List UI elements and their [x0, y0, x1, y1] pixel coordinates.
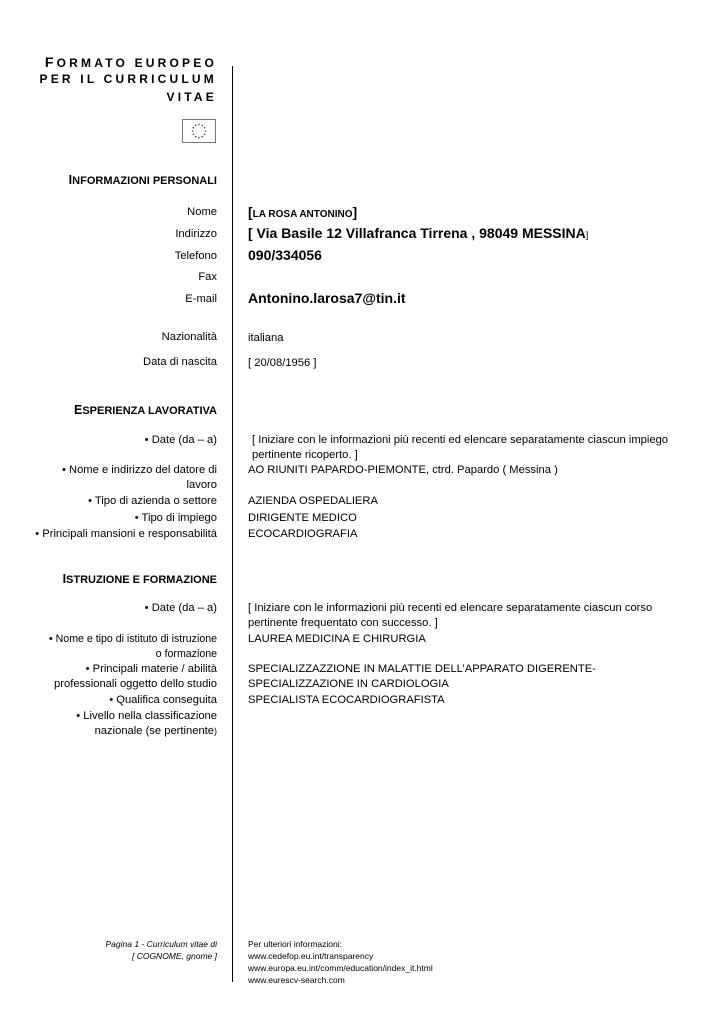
cv-title-line-3: VITAE [166, 90, 217, 104]
column-divider [232, 66, 233, 982]
title-rest: ORMATO EUROPEO [56, 56, 217, 70]
section-personal-info [69, 173, 217, 187]
section-initial: E [74, 403, 83, 417]
label-institute [49, 632, 217, 662]
label-birth: Data di nascita [142, 356, 217, 368]
label-text: nazionale (se pertinente [94, 725, 214, 737]
label-level [76, 709, 217, 739]
value-job-type: DIRIGENTE MEDICO [248, 512, 357, 524]
footer-page-info [106, 938, 218, 962]
label-name: Nome [187, 206, 217, 218]
label-line: • Nome e indirizzo del datore di [61, 464, 217, 476]
eu-flag-icon [182, 119, 216, 143]
label-phone: Telefono [174, 250, 217, 262]
label-qualification: • Qualifica conseguita [109, 694, 217, 706]
bracket-open: [ [248, 204, 253, 220]
value-qualification: SPECIALISTA ECOCARDIOGRAFISTA [248, 694, 445, 706]
section-rest: STRUZIONE E FORMAZIONE [66, 574, 217, 586]
value-phone: 090/334056 [248, 247, 322, 263]
label-line: • Livello nella classificazione [76, 710, 217, 722]
paren-close: ) [214, 726, 217, 736]
section-rest: NFORMAZIONI PERSONALI [72, 175, 217, 187]
cv-title-line-2: PER IL CURRICULUM [39, 72, 217, 86]
label-job-type: • Tipo di impiego [134, 512, 217, 524]
label-nationality: Nazionalità [161, 331, 217, 343]
label-address: Indirizzo [175, 228, 217, 240]
value-address [248, 226, 688, 243]
label-subjects [54, 662, 217, 692]
value-nationality: italiana [248, 332, 284, 344]
footer-line: Per ulteriori informazioni: [248, 939, 343, 949]
label-duties: • Principali mansioni e responsabilità [35, 528, 217, 540]
value-edu-dates: [ Iniziare con le informazioni più recenti ed elencare separatamente ciascun corso pertinente frequentato con successo. ] [248, 602, 653, 629]
value-institute: LAUREA MEDICINA E CHIRURGIA [248, 633, 426, 645]
value-subjects: SPECIALIZZAZZIONE IN MALATTIE DELL’APPARATO DIGERENTE-SPECIALIZZAZIONE IN CARDIOLOGIA [248, 663, 596, 690]
value-sector: AZIENDA OSPEDALIERA [248, 495, 378, 507]
footer-link[interactable]: www.europa.eu.int/comm/education/index_it.html [248, 963, 433, 973]
label-line: • Nome e tipo di istituto di istruzione [49, 633, 217, 645]
label-line [76, 724, 217, 739]
label-edu-dates: • Date (da – a) [144, 602, 217, 614]
footer-link[interactable]: www.eurescv-search.com [248, 975, 345, 985]
bracket-close: ] [585, 230, 589, 240]
footer-links [248, 938, 433, 986]
value-work-dates: [ Iniziare con le informazioni più recenti ed elencare separatamente ciascun impiego pertinente ricoperto. ] [252, 434, 669, 461]
label-line: professionali oggetto dello studio [54, 678, 217, 690]
section-initial: I [68, 173, 73, 187]
label-work-dates: • Date (da – a) [144, 434, 217, 446]
label-line: lavoro [186, 479, 217, 491]
label-line: o formazione [155, 648, 217, 660]
label-fax: Fax [198, 271, 217, 283]
value-name [248, 205, 688, 222]
value-duties: ECOCARDIOGRAFIA [248, 528, 358, 540]
name-text: LA ROSA ANTONINO [252, 209, 353, 220]
bracket-close: ] [352, 204, 358, 220]
value-employer: AO RIUNITI PAPARDO-PIEMONTE, ctrd. Papardo ( Messina ) [248, 464, 558, 476]
title-initial: F [44, 54, 57, 70]
label-email: E-mail [185, 293, 217, 305]
footer-link[interactable]: www.cedefop.eu.int/transparency [248, 951, 374, 961]
section-initial: I [62, 572, 67, 586]
address-text: [ Via Basile 12 Villafranca Tirrena , 98049 MESSINA [248, 225, 586, 241]
section-work-experience [74, 403, 217, 417]
value-birth: [ 20/08/1956 ] [248, 357, 317, 369]
label-line: • Principali materie / abilità [85, 663, 217, 675]
footer-line: Pagina 1 - Curriculum vitae di [105, 939, 217, 949]
label-employer [62, 463, 217, 493]
section-education [63, 572, 217, 586]
cv-title-line-1 [45, 54, 217, 70]
section-rest: SPERIENZA LAVORATIVA [82, 405, 217, 417]
footer-line: [ COGNOME, gnome ] [131, 951, 217, 961]
value-email: Antonino.larosa7@tin.it [248, 290, 406, 306]
label-sector: • Tipo di azienda o settore [88, 495, 217, 507]
